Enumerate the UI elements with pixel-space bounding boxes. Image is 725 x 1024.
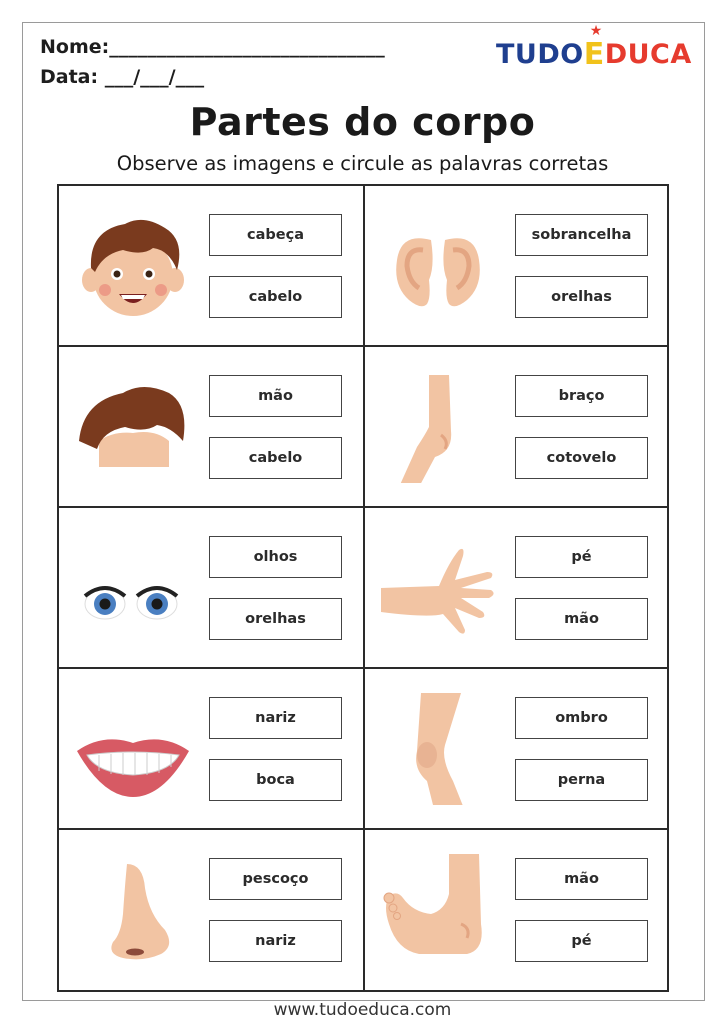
brand-logo-part1: TUDO — [496, 38, 584, 70]
boy-face-icon — [73, 210, 191, 322]
word-option[interactable]: nariz — [209, 697, 342, 739]
page-title: Partes do corpo — [189, 100, 536, 144]
foot-icon — [379, 854, 497, 966]
word-option[interactable]: braço — [515, 375, 648, 417]
word-option[interactable]: mão — [515, 858, 648, 900]
instructions: Observe as imagens e circule as palavras corretas — [116, 152, 609, 175]
brand-logo-part2: DUCA — [604, 38, 692, 70]
word-option[interactable]: cabelo — [209, 437, 342, 479]
exercise-cell — [59, 186, 363, 347]
word-option[interactable]: mão — [515, 598, 648, 640]
exercise-grid — [57, 184, 669, 992]
mouth-icon — [73, 693, 191, 805]
exercise-cell — [59, 830, 363, 991]
exercise-cell — [365, 830, 669, 991]
ears-icon — [379, 210, 497, 322]
word-option[interactable]: ombro — [515, 697, 648, 739]
exercise-cell — [365, 508, 669, 669]
word-option[interactable]: sobrancelha — [515, 214, 648, 256]
word-option[interactable]: cotovelo — [515, 437, 648, 479]
exercise-cell — [59, 508, 363, 669]
brand-logo — [496, 22, 692, 74]
word-option[interactable]: nariz — [209, 920, 342, 962]
word-option[interactable]: pé — [515, 536, 648, 578]
word-option[interactable]: mão — [209, 375, 342, 417]
exercise-cell — [59, 669, 363, 830]
brand-logo-e: ★ E — [583, 22, 605, 72]
elbow-arm-icon — [379, 371, 497, 483]
exercise-cell — [365, 347, 669, 508]
word-option[interactable]: pé — [515, 920, 648, 962]
hand-icon — [379, 532, 497, 644]
word-option[interactable]: orelhas — [515, 276, 648, 318]
hair-icon — [73, 371, 191, 483]
word-option[interactable]: cabeça — [209, 214, 342, 256]
word-option[interactable]: olhos — [209, 536, 342, 578]
knee-leg-icon — [379, 693, 497, 805]
word-option[interactable]: perna — [515, 759, 648, 801]
star-icon: ★ — [589, 22, 603, 39]
word-option[interactable]: orelhas — [209, 598, 342, 640]
footer-url[interactable]: www.tudoeduca.com — [273, 1000, 452, 1020]
word-option[interactable]: boca — [209, 759, 342, 801]
nose-icon — [73, 854, 191, 966]
name-field[interactable]: Nome:_____________________________ — [40, 36, 385, 58]
word-option[interactable]: pescoço — [209, 858, 342, 900]
exercise-cell — [59, 347, 363, 508]
exercise-cell — [365, 669, 669, 830]
exercise-cell — [365, 186, 669, 347]
eyes-icon — [73, 532, 191, 644]
word-option[interactable]: cabelo — [209, 276, 342, 318]
date-field[interactable]: Data: ___/___/___ — [40, 66, 205, 88]
